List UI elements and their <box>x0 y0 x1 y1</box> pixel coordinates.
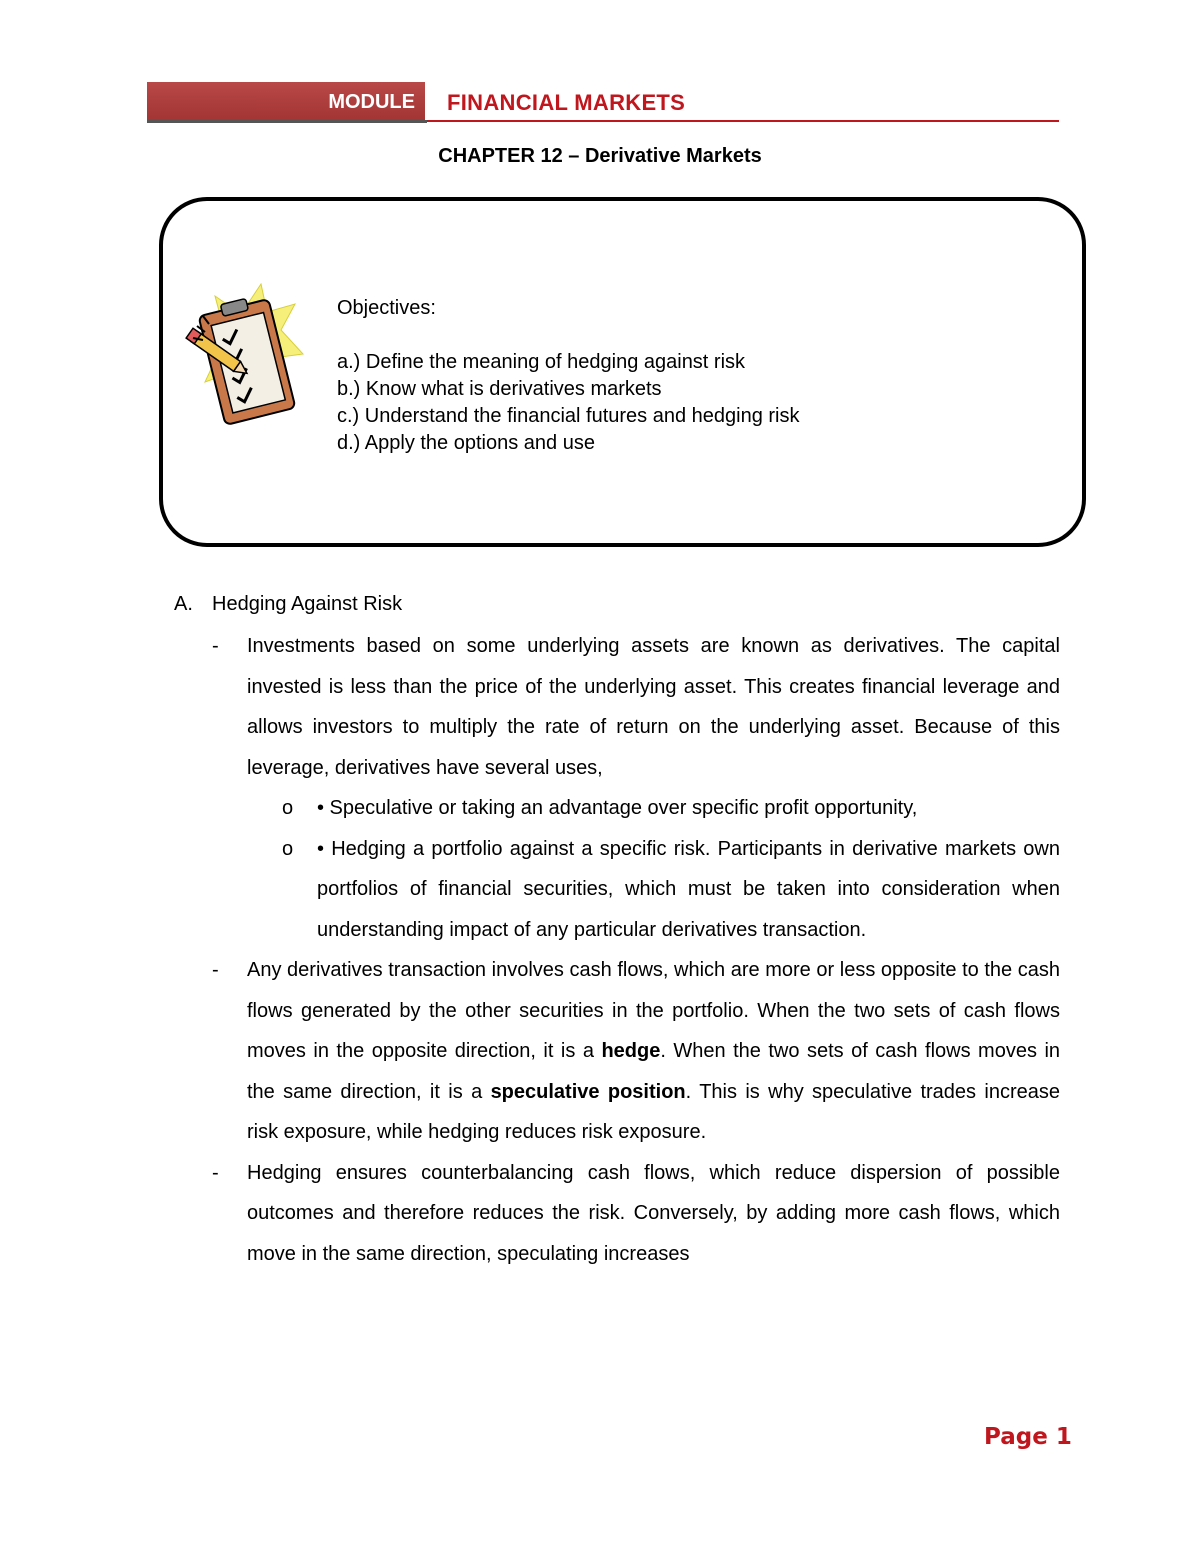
bullet-paragraph <box>174 950 1060 1153</box>
section-title: Hedging Against Risk <box>212 593 403 615</box>
objective-item: d.) Apply the options and use <box>337 432 595 454</box>
paragraph-text-part: . This is why speculative trades increase risk exposure, while hedging reduces risk exposure. <box>247 1080 1060 1143</box>
term-speculative-position: speculative position <box>490 1080 686 1103</box>
section-hedging-against-risk <box>174 586 1060 1274</box>
page-number: Page 1 <box>984 1424 1072 1450</box>
module-title: FINANCIAL MARKETS <box>447 90 686 115</box>
clipboard-checklist-icon <box>183 282 305 432</box>
chapter-title: CHAPTER 12 – Derivative Markets <box>438 145 762 167</box>
term-hedge: hedge <box>601 1040 661 1062</box>
objective-item: b.) Know what is derivatives markets <box>337 378 662 400</box>
header-divider-shadow <box>147 120 427 123</box>
paragraph-text-part: Any derivatives transaction involves cash flows, which are more or less opposite to the cash flows generated by the other securities in the portfolio. When the two sets of cash flows moves in the opposite direction, it is a <box>247 959 1060 1062</box>
objectives-list <box>337 295 800 457</box>
bullet-paragraph <box>174 1153 1060 1275</box>
sub-bullet <box>174 788 1060 829</box>
objectives-heading: Objectives: <box>337 297 436 319</box>
section-heading <box>174 586 1060 626</box>
dash-marker: - <box>212 959 219 981</box>
objective-item: a.) Define the meaning of hedging against risk <box>337 351 746 373</box>
objective-item: c.) Understand the financial futures and hedging risk <box>337 405 800 427</box>
paragraph-text: Hedging ensures counterbalancing cash flows, which reduce dispersion of possible outcomes and therefore reduces the risk. Conversely, by adding more cash flows, which move in the same direction, speculating increases <box>247 1161 1060 1265</box>
paragraph-text: Investments based on some underlying assets are known as derivatives. The capital invested is less than the price of the underlying asset. This creates financial leverage and allows investors to multiply the rate of return on the underlying asset. Because of this leverage, derivatives have several uses, <box>247 635 1060 779</box>
sub-bullet-text: • Speculative or taking an advantage over specific profit opportunity, <box>317 797 918 819</box>
section-letter: A. <box>174 593 193 615</box>
dash-marker: - <box>212 635 219 657</box>
bullet-paragraph <box>174 626 1060 788</box>
dash-marker: - <box>212 1161 219 1184</box>
sub-marker: o <box>282 837 294 860</box>
module-label: MODULE <box>147 82 425 120</box>
sub-marker: o <box>282 797 294 819</box>
sub-bullet-text: • Hedging a portfolio against a specific risk. Participants in derivative markets own portfolios of financial securities, which must be taken into consideration when understanding impact of any particular derivatives transaction. <box>317 837 1060 941</box>
module-header <box>147 82 1059 124</box>
paragraph-text-part: . When the two sets of cash flows moves in the same direction, it is a <box>247 1040 1061 1103</box>
sub-bullet <box>174 829 1060 951</box>
